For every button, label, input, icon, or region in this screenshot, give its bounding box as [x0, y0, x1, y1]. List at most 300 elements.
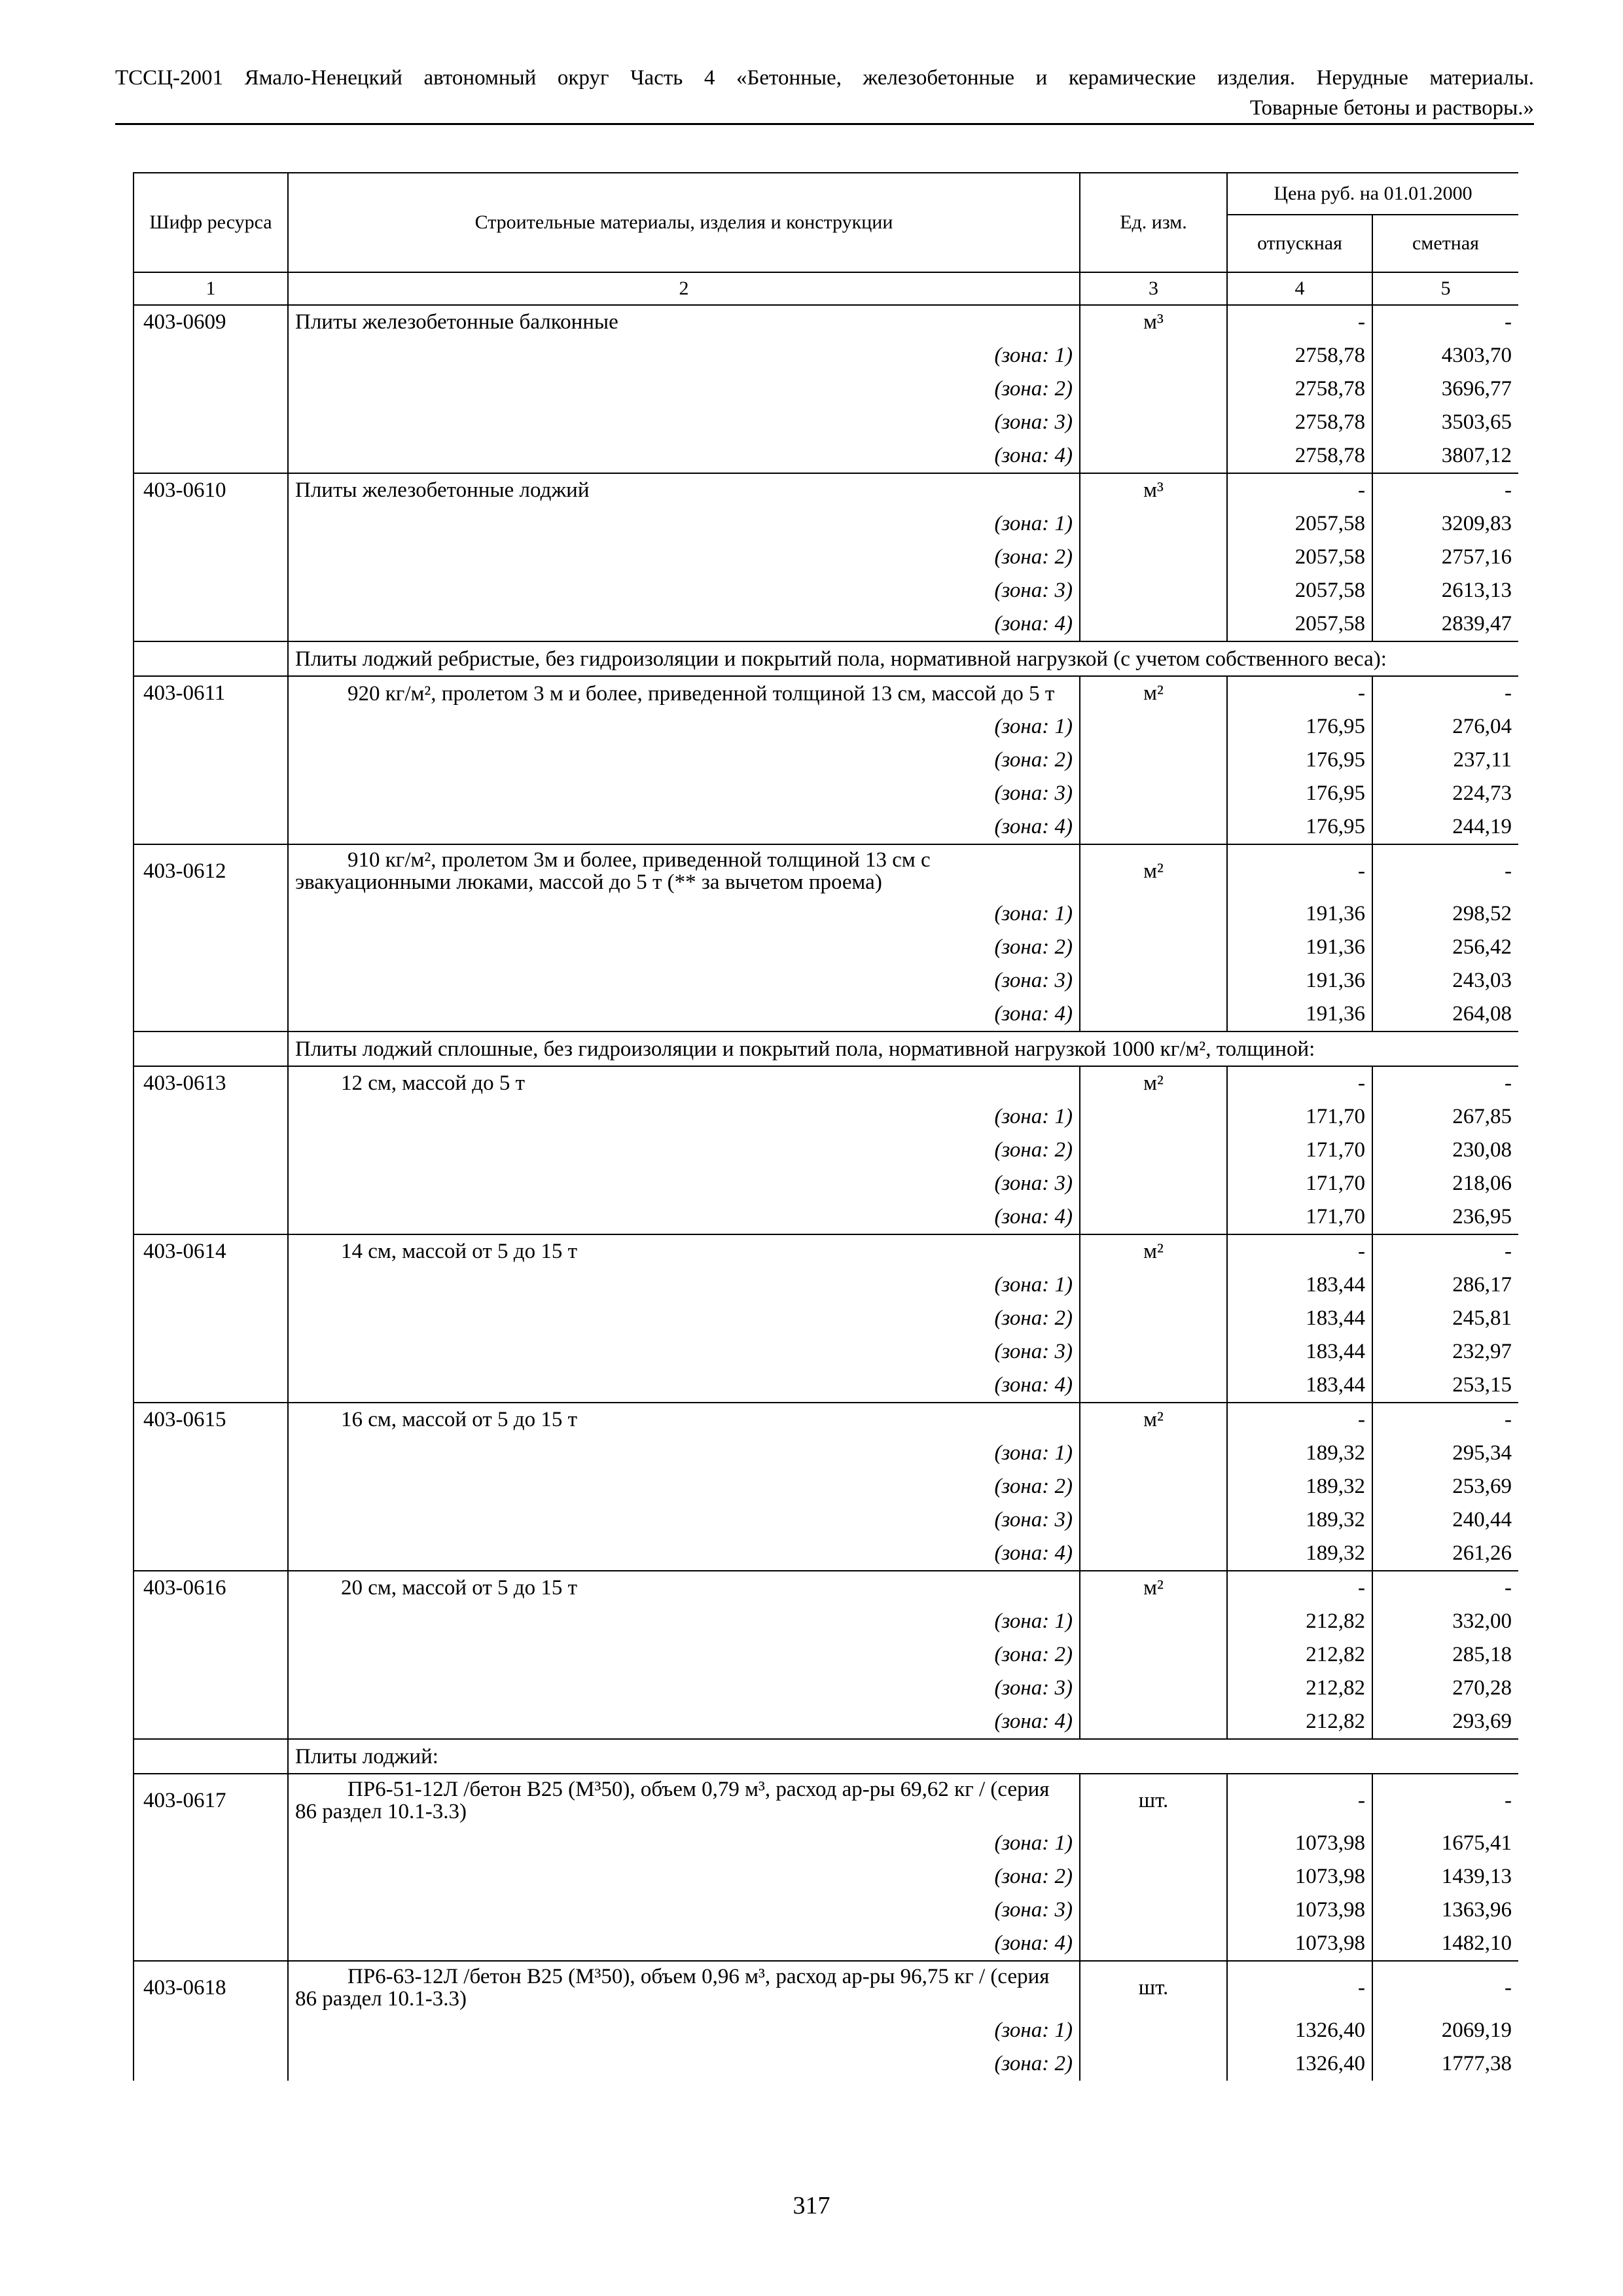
empty-code-cell — [134, 1167, 288, 1200]
page-number: 317 — [793, 2192, 830, 2219]
empty-code-cell — [134, 641, 288, 676]
price-release: 183,44 — [1227, 1268, 1372, 1302]
zone-label: (зона: 4) — [288, 997, 1080, 1031]
zone-row — [134, 1470, 1518, 1503]
empty-unit-cell — [1080, 1302, 1227, 1335]
zone-row — [134, 1268, 1518, 1302]
empty-code-cell — [134, 2014, 288, 2047]
price-estimate: 276,04 — [1372, 710, 1518, 744]
price-release: 176,95 — [1227, 710, 1372, 744]
empty-unit-cell — [1080, 1827, 1227, 1860]
price-release: 1326,40 — [1227, 2014, 1372, 2047]
zone-row — [134, 810, 1518, 844]
price-release: 191,36 — [1227, 931, 1372, 964]
price-release: 189,32 — [1227, 1503, 1372, 1537]
price-release: - — [1227, 305, 1372, 339]
empty-unit-cell — [1080, 406, 1227, 439]
zone-label: (зона: 2) — [288, 1860, 1080, 1893]
price-release: 189,32 — [1227, 1537, 1372, 1571]
price-release: 183,44 — [1227, 1335, 1372, 1369]
empty-code-cell — [134, 1893, 288, 1927]
empty-code-cell — [134, 810, 288, 844]
material-name: Плиты железобетонные балконные — [288, 305, 1080, 339]
unit-of-measure: м² — [1080, 1403, 1227, 1437]
unit-of-measure: м³ — [1080, 473, 1227, 507]
price-estimate: 244,19 — [1372, 810, 1518, 844]
material-name: ПР6-63-12Л /бетон В25 (М³50), объем 0,96 м³, расход ар-ры 96,75 кг / (серия 86 раздел 10.1-3.3) — [288, 1961, 1080, 2014]
material-name: ПР6-51-12Л /бетон В25 (М³50), объем 0,79 м³, расход ар-ры 69,62 кг / (серия 86 раздел 10.1-3.3) — [288, 1774, 1080, 1827]
price-estimate: 2839,47 — [1372, 607, 1518, 641]
empty-code-cell — [134, 1739, 288, 1774]
empty-unit-cell — [1080, 777, 1227, 810]
zone-label: (зона: 4) — [288, 1369, 1080, 1403]
price-release: - — [1227, 844, 1372, 897]
table-body — [134, 305, 1518, 2081]
zone-row — [134, 1134, 1518, 1167]
zone-row — [134, 372, 1518, 406]
zone-row — [134, 541, 1518, 574]
empty-code-cell — [134, 1860, 288, 1893]
resource-code: 403-0618 — [134, 1961, 288, 2014]
group-heading-row — [134, 1031, 1518, 1066]
price-release: 2758,78 — [1227, 372, 1372, 406]
price-estimate: 1363,96 — [1372, 1893, 1518, 1927]
price-estimate: 218,06 — [1372, 1167, 1518, 1200]
zone-row — [134, 1200, 1518, 1234]
empty-code-cell — [134, 931, 288, 964]
item-row — [134, 305, 1518, 339]
zone-label: (зона: 4) — [288, 1537, 1080, 1571]
empty-code-cell — [134, 507, 288, 541]
zone-label: (зона: 3) — [288, 574, 1080, 607]
price-estimate: 3503,65 — [1372, 406, 1518, 439]
zone-label: (зона: 4) — [288, 1200, 1080, 1234]
price-release: 212,82 — [1227, 1638, 1372, 1672]
price-release: - — [1227, 1774, 1372, 1827]
item-row — [134, 1774, 1518, 1827]
zone-label: (зона: 3) — [288, 1672, 1080, 1705]
empty-code-cell — [134, 777, 288, 810]
empty-unit-cell — [1080, 1167, 1227, 1200]
zone-row — [134, 507, 1518, 541]
price-release: 1073,98 — [1227, 1927, 1372, 1961]
price-estimate: 261,26 — [1372, 1537, 1518, 1571]
item-row — [134, 1961, 1518, 2014]
zone-label: (зона: 1) — [288, 339, 1080, 372]
zone-label: (зона: 2) — [288, 1302, 1080, 1335]
zone-row — [134, 1705, 1518, 1739]
zone-label: (зона: 1) — [288, 1268, 1080, 1302]
empty-unit-cell — [1080, 439, 1227, 473]
resource-code: 403-0610 — [134, 473, 288, 507]
price-release: 212,82 — [1227, 1672, 1372, 1705]
empty-unit-cell — [1080, 1100, 1227, 1134]
price-release: 189,32 — [1227, 1437, 1372, 1470]
price-release: 176,95 — [1227, 744, 1372, 777]
price-estimate: 1675,41 — [1372, 1827, 1518, 1860]
price-release: 1073,98 — [1227, 1860, 1372, 1893]
col-header-unit: Ед. изм. — [1080, 173, 1227, 272]
empty-unit-cell — [1080, 1927, 1227, 1961]
price-estimate: 4303,70 — [1372, 339, 1518, 372]
empty-unit-cell — [1080, 1134, 1227, 1167]
empty-code-cell — [134, 1335, 288, 1369]
price-estimate: 267,85 — [1372, 1100, 1518, 1134]
price-estimate: 256,42 — [1372, 931, 1518, 964]
resource-code: 403-0617 — [134, 1774, 288, 1827]
empty-code-cell — [134, 744, 288, 777]
header-title-line1: ТССЦ-2001 Ямало-Ненецкий автономный округ Часть 4 «Бетонные, железобетонные и керамические изделия. Нерудные материалы. — [115, 66, 1534, 90]
price-release: 176,95 — [1227, 777, 1372, 810]
item-row — [134, 844, 1518, 897]
zone-label: (зона: 4) — [288, 607, 1080, 641]
price-estimate: 2613,13 — [1372, 574, 1518, 607]
price-estimate: 237,11 — [1372, 744, 1518, 777]
resource-code: 403-0613 — [134, 1066, 288, 1100]
empty-code-cell — [134, 1302, 288, 1335]
empty-code-cell — [134, 541, 288, 574]
zone-label: (зона: 3) — [288, 406, 1080, 439]
empty-code-cell — [134, 439, 288, 473]
empty-unit-cell — [1080, 507, 1227, 541]
col-number-4: 4 — [1227, 272, 1372, 305]
price-release: 191,36 — [1227, 964, 1372, 997]
price-release: 1073,98 — [1227, 1827, 1372, 1860]
item-row — [134, 1066, 1518, 1100]
zone-label: (зона: 3) — [288, 1503, 1080, 1537]
zone-row — [134, 997, 1518, 1031]
zone-label: (зона: 3) — [288, 1893, 1080, 1927]
empty-code-cell — [134, 997, 288, 1031]
price-release: 2057,58 — [1227, 607, 1372, 641]
item-row — [134, 473, 1518, 507]
zone-row — [134, 1437, 1518, 1470]
zone-label: (зона: 1) — [288, 1827, 1080, 1860]
zone-label: (зона: 4) — [288, 1705, 1080, 1739]
item-row — [134, 1571, 1518, 1605]
price-release: 2057,58 — [1227, 507, 1372, 541]
zone-row — [134, 2014, 1518, 2047]
col-header-price-estimate: сметная — [1372, 215, 1518, 272]
material-name: Плиты железобетонные лоджий — [288, 473, 1080, 507]
price-estimate: - — [1372, 844, 1518, 897]
empty-unit-cell — [1080, 1605, 1227, 1638]
price-estimate: 224,73 — [1372, 777, 1518, 810]
price-estimate: 253,69 — [1372, 1470, 1518, 1503]
zone-row — [134, 1605, 1518, 1638]
empty-unit-cell — [1080, 339, 1227, 372]
zone-label: (зона: 2) — [288, 744, 1080, 777]
empty-unit-cell — [1080, 1437, 1227, 1470]
empty-unit-cell — [1080, 372, 1227, 406]
price-release: 2758,78 — [1227, 339, 1372, 372]
col-number-1: 1 — [134, 272, 288, 305]
empty-code-cell — [134, 1134, 288, 1167]
unit-of-measure: шт. — [1080, 1774, 1227, 1827]
col-header-price-release: отпускная — [1227, 215, 1372, 272]
zone-label: (зона: 2) — [288, 1470, 1080, 1503]
group-heading: Плиты лоджий сплошные, без гидроизоляции и покрытий пола, нормативной нагрузкой 1000 кг/м², толщиной: — [288, 1031, 1518, 1066]
empty-unit-cell — [1080, 1860, 1227, 1893]
price-release: 171,70 — [1227, 1167, 1372, 1200]
price-release: 183,44 — [1227, 1302, 1372, 1335]
price-release: 212,82 — [1227, 1705, 1372, 1739]
zone-row — [134, 1672, 1518, 1705]
zone-row — [134, 1167, 1518, 1200]
empty-unit-cell — [1080, 1369, 1227, 1403]
price-release: - — [1227, 676, 1372, 710]
zone-label: (зона: 1) — [288, 1605, 1080, 1638]
empty-code-cell — [134, 1437, 288, 1470]
header-title-line2: Товарные бетоны и растворы.» — [1249, 96, 1534, 120]
price-estimate: - — [1372, 1234, 1518, 1268]
price-estimate: - — [1372, 473, 1518, 507]
empty-unit-cell — [1080, 710, 1227, 744]
price-table — [133, 172, 1518, 2081]
empty-code-cell — [134, 2047, 288, 2081]
item-row — [134, 1403, 1518, 1437]
price-release: 171,70 — [1227, 1134, 1372, 1167]
zone-row — [134, 1827, 1518, 1860]
empty-unit-cell — [1080, 1268, 1227, 1302]
empty-unit-cell — [1080, 964, 1227, 997]
price-estimate: - — [1372, 1961, 1518, 2014]
price-estimate: - — [1372, 305, 1518, 339]
empty-unit-cell — [1080, 1200, 1227, 1234]
empty-code-cell — [134, 1503, 288, 1537]
price-estimate: 270,28 — [1372, 1672, 1518, 1705]
zone-label: (зона: 2) — [288, 1134, 1080, 1167]
zone-row — [134, 2047, 1518, 2081]
price-estimate: 1482,10 — [1372, 1927, 1518, 1961]
empty-code-cell — [134, 1827, 288, 1860]
price-estimate: 264,08 — [1372, 997, 1518, 1031]
empty-unit-cell — [1080, 2047, 1227, 2081]
empty-code-cell — [134, 1031, 288, 1066]
empty-unit-cell — [1080, 1335, 1227, 1369]
zone-label: (зона: 4) — [288, 810, 1080, 844]
header-rule — [115, 123, 1534, 125]
price-estimate: 245,81 — [1372, 1302, 1518, 1335]
price-release: 191,36 — [1227, 897, 1372, 931]
resource-code: 403-0616 — [134, 1571, 288, 1605]
price-estimate: - — [1372, 1774, 1518, 1827]
empty-code-cell — [134, 1537, 288, 1571]
unit-of-measure: м² — [1080, 1066, 1227, 1100]
price-estimate: - — [1372, 1066, 1518, 1100]
zone-label: (зона: 2) — [288, 1638, 1080, 1672]
empty-code-cell — [134, 372, 288, 406]
col-header-name: Строительные материалы, изделия и конструкции — [288, 173, 1080, 272]
col-number-2: 2 — [288, 272, 1080, 305]
empty-code-cell — [134, 339, 288, 372]
zone-row — [134, 1537, 1518, 1571]
zone-row — [134, 1860, 1518, 1893]
zone-row — [134, 574, 1518, 607]
unit-of-measure: шт. — [1080, 1961, 1227, 2014]
price-release: 2057,58 — [1227, 541, 1372, 574]
price-estimate: 230,08 — [1372, 1134, 1518, 1167]
zone-row — [134, 710, 1518, 744]
price-estimate: 1439,13 — [1372, 1860, 1518, 1893]
empty-code-cell — [134, 1100, 288, 1134]
resource-code: 403-0612 — [134, 844, 288, 897]
group-heading: Плиты лоджий ребристые, без гидроизоляции и покрытий пола, нормативной нагрузкой (с учетом собственного веса): — [288, 641, 1518, 676]
empty-unit-cell — [1080, 1470, 1227, 1503]
zone-row — [134, 1335, 1518, 1369]
material-name: 20 см, массой от 5 до 15 т — [288, 1571, 1080, 1605]
unit-of-measure: м² — [1080, 844, 1227, 897]
zone-row — [134, 607, 1518, 641]
empty-unit-cell — [1080, 1672, 1227, 1705]
zone-row — [134, 931, 1518, 964]
zone-label: (зона: 2) — [288, 541, 1080, 574]
empty-unit-cell — [1080, 1537, 1227, 1571]
resource-code: 403-0611 — [134, 676, 288, 710]
zone-label: (зона: 1) — [288, 1100, 1080, 1134]
zone-label: (зона: 3) — [288, 777, 1080, 810]
empty-code-cell — [134, 1927, 288, 1961]
table-header — [134, 173, 1518, 305]
zone-row — [134, 1638, 1518, 1672]
empty-unit-cell — [1080, 607, 1227, 641]
price-estimate: 3696,77 — [1372, 372, 1518, 406]
empty-unit-cell — [1080, 574, 1227, 607]
empty-unit-cell — [1080, 931, 1227, 964]
price-release: 171,70 — [1227, 1200, 1372, 1234]
empty-unit-cell — [1080, 997, 1227, 1031]
group-heading: Плиты лоджий: — [288, 1739, 1518, 1774]
empty-code-cell — [134, 710, 288, 744]
material-name: 14 см, массой от 5 до 15 т — [288, 1234, 1080, 1268]
resource-code: 403-0615 — [134, 1403, 288, 1437]
price-estimate: 2757,16 — [1372, 541, 1518, 574]
unit-of-measure: м² — [1080, 1571, 1227, 1605]
empty-code-cell — [134, 1605, 288, 1638]
zone-label: (зона: 2) — [288, 372, 1080, 406]
price-release: 189,32 — [1227, 1470, 1372, 1503]
price-release: 1326,40 — [1227, 2047, 1372, 2081]
zone-label: (зона: 1) — [288, 1437, 1080, 1470]
empty-code-cell — [134, 1268, 288, 1302]
group-heading-row — [134, 1739, 1518, 1774]
col-header-code: Шифр ресурса — [134, 173, 288, 272]
price-release: 2057,58 — [1227, 574, 1372, 607]
zone-label: (зона: 3) — [288, 1167, 1080, 1200]
price-release: - — [1227, 473, 1372, 507]
price-estimate: 285,18 — [1372, 1638, 1518, 1672]
item-row — [134, 1234, 1518, 1268]
empty-unit-cell — [1080, 1503, 1227, 1537]
price-release: 2758,78 — [1227, 439, 1372, 473]
zone-row — [134, 339, 1518, 372]
unit-of-measure: м³ — [1080, 305, 1227, 339]
price-estimate: 3209,83 — [1372, 507, 1518, 541]
zone-label: (зона: 4) — [288, 1927, 1080, 1961]
resource-code: 403-0614 — [134, 1234, 288, 1268]
col-number-5: 5 — [1372, 272, 1518, 305]
price-estimate: 1777,38 — [1372, 2047, 1518, 2081]
col-header-price-group: Цена руб. на 01.01.2000 — [1227, 173, 1518, 215]
price-estimate: - — [1372, 1571, 1518, 1605]
empty-code-cell — [134, 1200, 288, 1234]
empty-unit-cell — [1080, 810, 1227, 844]
zone-label: (зона: 2) — [288, 931, 1080, 964]
zone-label: (зона: 3) — [288, 964, 1080, 997]
empty-code-cell — [134, 607, 288, 641]
price-estimate: 332,00 — [1372, 1605, 1518, 1638]
empty-code-cell — [134, 1705, 288, 1739]
zone-row — [134, 1100, 1518, 1134]
price-estimate: 298,52 — [1372, 897, 1518, 931]
price-release: 183,44 — [1227, 1369, 1372, 1403]
empty-code-cell — [134, 1638, 288, 1672]
unit-of-measure: м² — [1080, 676, 1227, 710]
empty-unit-cell — [1080, 897, 1227, 931]
price-release: 191,36 — [1227, 997, 1372, 1031]
price-estimate: 232,97 — [1372, 1335, 1518, 1369]
empty-code-cell — [134, 574, 288, 607]
empty-unit-cell — [1080, 1705, 1227, 1739]
price-release: - — [1227, 1066, 1372, 1100]
item-row — [134, 676, 1518, 710]
material-name: 910 кг/м², пролетом 3м и более, приведенной толщиной 13 см с эвакуационными люками, массой до 5 т (** за вычетом проема) — [288, 844, 1080, 897]
material-name: 920 кг/м², пролетом 3 м и более, приведенной толщиной 13 см, массой до 5 т — [288, 676, 1080, 710]
resource-code: 403-0609 — [134, 305, 288, 339]
price-estimate: - — [1372, 676, 1518, 710]
empty-unit-cell — [1080, 2014, 1227, 2047]
price-estimate: - — [1372, 1403, 1518, 1437]
empty-unit-cell — [1080, 541, 1227, 574]
col-number-3: 3 — [1080, 272, 1227, 305]
zone-row — [134, 897, 1518, 931]
zone-row — [134, 406, 1518, 439]
material-name: 16 см, массой от 5 до 15 т — [288, 1403, 1080, 1437]
empty-unit-cell — [1080, 1638, 1227, 1672]
empty-unit-cell — [1080, 744, 1227, 777]
zone-row — [134, 1893, 1518, 1927]
zone-row — [134, 1503, 1518, 1537]
price-release: - — [1227, 1571, 1372, 1605]
price-release: - — [1227, 1403, 1372, 1437]
price-estimate: 240,44 — [1372, 1503, 1518, 1537]
price-estimate: 243,03 — [1372, 964, 1518, 997]
price-estimate: 3807,12 — [1372, 439, 1518, 473]
zone-row — [134, 1302, 1518, 1335]
empty-code-cell — [134, 406, 288, 439]
group-heading-row — [134, 641, 1518, 676]
zone-label: (зона: 2) — [288, 2047, 1080, 2081]
zone-label: (зона: 3) — [288, 1335, 1080, 1369]
price-release: 1073,98 — [1227, 1893, 1372, 1927]
price-estimate: 236,95 — [1372, 1200, 1518, 1234]
price-estimate: 295,34 — [1372, 1437, 1518, 1470]
zone-label: (зона: 1) — [288, 2014, 1080, 2047]
zone-row — [134, 744, 1518, 777]
zone-row — [134, 777, 1518, 810]
empty-code-cell — [134, 1369, 288, 1403]
unit-of-measure: м² — [1080, 1234, 1227, 1268]
page-header — [115, 63, 1534, 123]
price-estimate: 2069,19 — [1372, 2014, 1518, 2047]
zone-label: (зона: 1) — [288, 507, 1080, 541]
empty-code-cell — [134, 1470, 288, 1503]
empty-code-cell — [134, 964, 288, 997]
price-release: 171,70 — [1227, 1100, 1372, 1134]
price-estimate: 286,17 — [1372, 1268, 1518, 1302]
zone-row — [134, 1369, 1518, 1403]
zone-label: (зона: 4) — [288, 439, 1080, 473]
